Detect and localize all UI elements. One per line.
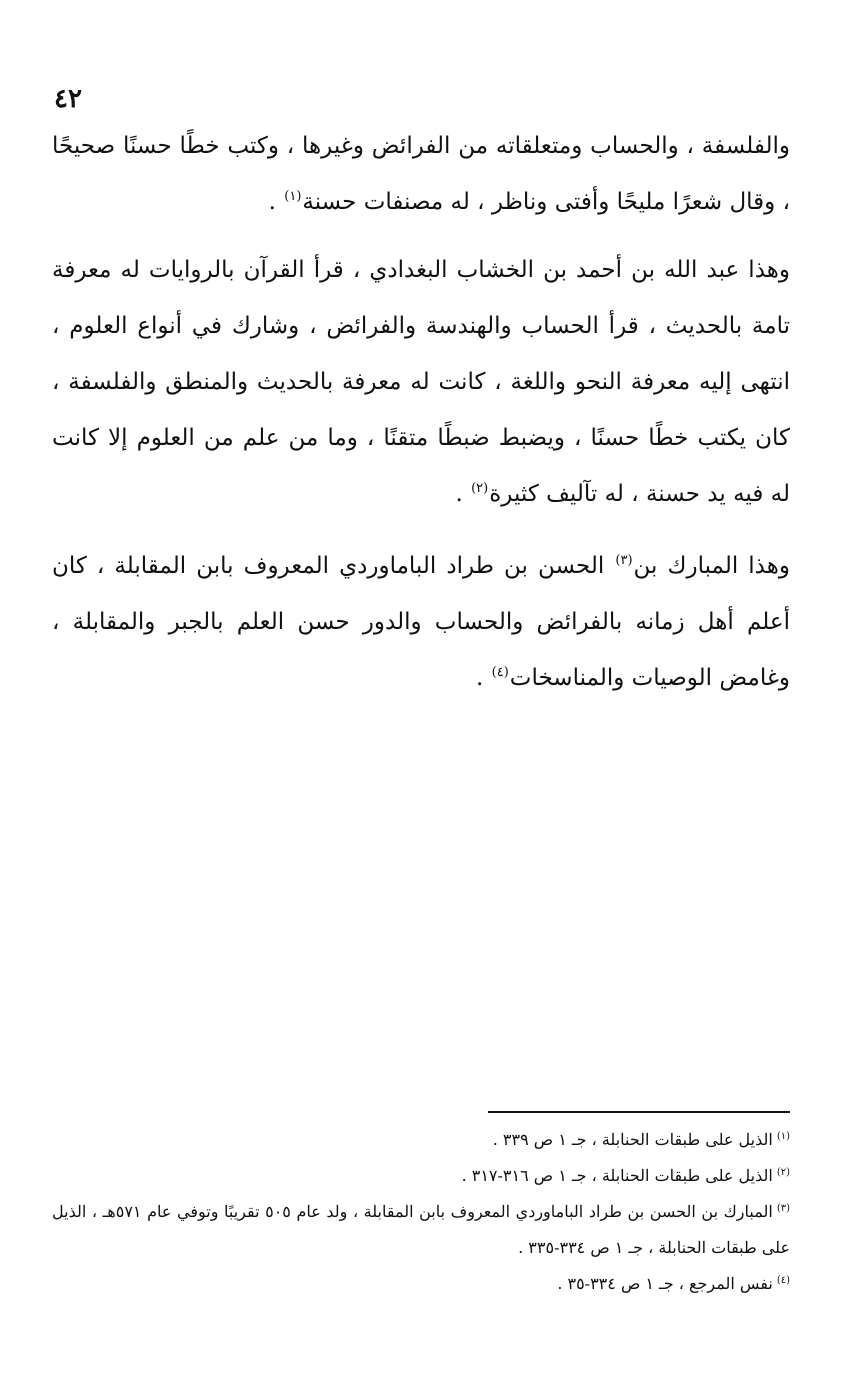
footnote-2-text: الذيل على طبقات الحنابلة ، جـ ١ ص ٣١٦-٣١٧ . — [461, 1166, 773, 1185]
footnote-1-marker: (١) — [776, 1130, 790, 1142]
paragraph-2-end: . — [455, 481, 471, 507]
paragraph-1 — [52, 118, 790, 230]
footnote-1 — [52, 1122, 790, 1158]
footnote-3-text: المبارك بن الحسن بن طراد الباماوردي المعروف بابن المقابلة ، ولد عام ٥٠٥ تقريبًا وتوفي عام ٥٧١هـ ، الذيل على طبقات الحنابلة ، جـ ١ ص ٣٣٤-٣٣٥ . — [52, 1202, 790, 1257]
paragraph-3-text-before: وهذا المبارك بن — [633, 553, 790, 579]
footnote-2 — [52, 1158, 790, 1194]
footnote-3 — [52, 1194, 790, 1266]
footnote-4 — [52, 1266, 790, 1302]
page-number: ٤٢ — [54, 84, 82, 114]
paragraph-3-text: الحسن بن طراد الباماوردي المعروف بابن المقابلة ، كان أعلم أهل زمانه بالفرائض والحساب والدور حسن العلم بالجبر والمقابلة ، وغامض الوصيات والمناسخات — [52, 553, 790, 691]
footnote-4-marker: (٤) — [776, 1274, 790, 1286]
footnote-1-text: الذيل على طبقات الحنابلة ، جـ ١ ص ٣٣٩ . — [492, 1130, 773, 1149]
paragraph-3-end: . — [476, 665, 491, 691]
paragraph-1-end: . — [268, 189, 284, 215]
paragraph-1-text: والفلسفة ، والحساب ومتعلقاته من الفرائض وغيرها ، وكتب خطًا حسنًا صحيحًا ، وقال شعرًا مليحًا وأفتى وناظر ، له مصنفات حسنة — [52, 133, 790, 215]
footnote-2-marker: (٢) — [776, 1166, 790, 1178]
footnotes — [52, 1122, 790, 1302]
footnote-ref-1: (١) — [284, 189, 302, 205]
paragraph-2-text: وهذا عبد الله بن أحمد بن الخشاب البغدادي ، قرأ القرآن بالروايات له معرفة تامة بالحديث ، قرأ الحساب والهندسة والفرائض ، وشارك في أنواع العلوم ، انتهى إليه معرفة النحو واللغة ، كانت له معرفة بالحديث والمنطق والفلسفة ، كان يكتب خطًا حسنًا ، ويضبط ضبطًا متقنًا ، وما من علم من العلوم إلا كانت له فيه يد حسنة ، له تآليف كثيرة — [52, 257, 790, 507]
footnote-ref-4: (٤) — [491, 665, 509, 681]
footnote-3-marker: (٣) — [776, 1202, 790, 1214]
paragraph-3 — [52, 538, 790, 706]
footnote-divider — [488, 1111, 790, 1113]
footnote-ref-3: (٣) — [615, 553, 633, 569]
paragraph-2 — [52, 242, 790, 522]
footnote-ref-2: (٢) — [471, 481, 489, 497]
footnote-4-text: نفس المرجع ، جـ ١ ص ٣٣٤-٣٥ . — [557, 1274, 773, 1293]
